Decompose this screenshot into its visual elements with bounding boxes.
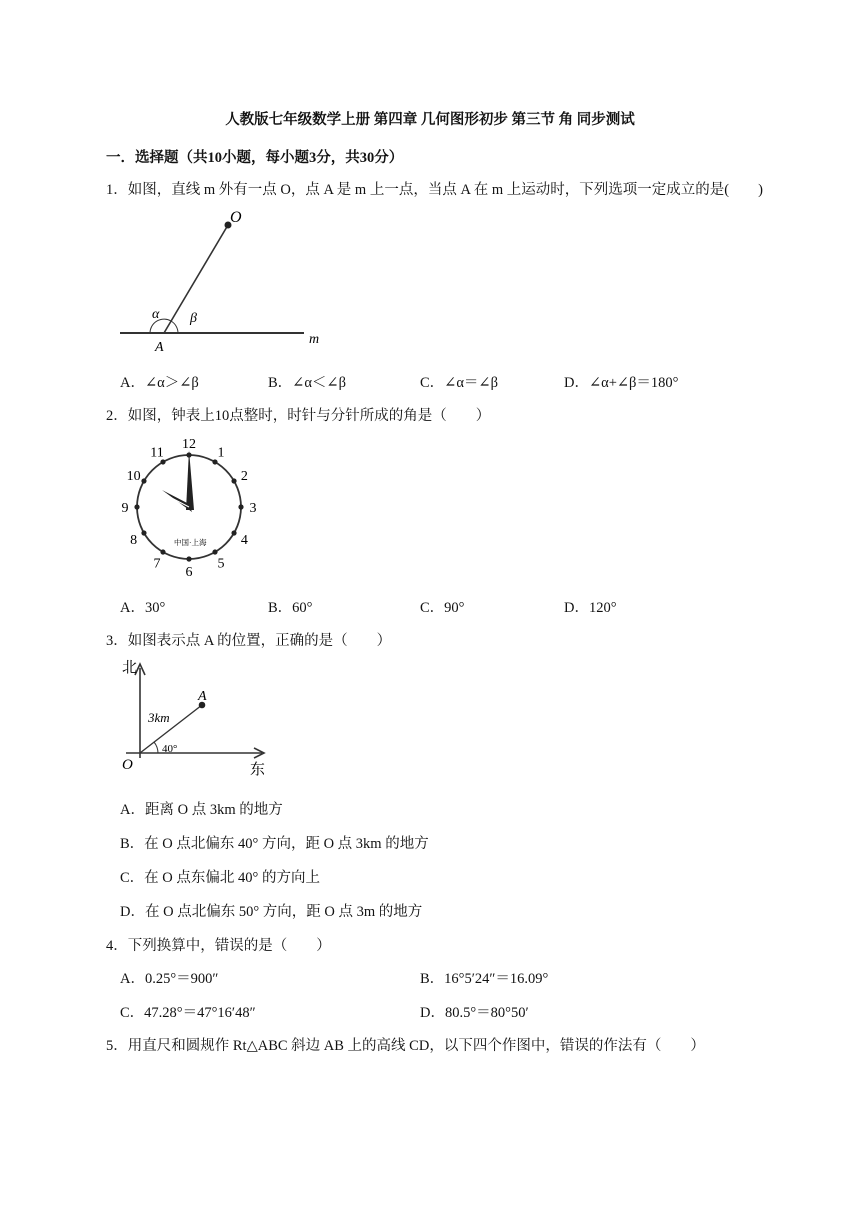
q2-option-a[interactable]: A．30° [120,600,166,616]
page-title: 人教版七年级数学上册 第四章 几何图形初步 第三节 角 同步测试 [225,112,635,128]
q2-option-b[interactable]: B．60° [268,600,313,616]
clock-numeral: 1 [217,445,225,461]
clock-numeral: 3 [249,501,257,516]
q4-option-c[interactable]: C．47.28°＝47°16′48″ [120,1005,256,1021]
q1-option-c[interactable]: C．∠α＝∠β [420,375,498,391]
question-1-figure [112,206,332,356]
q1-option-a[interactable]: A．∠α＞∠β [120,375,199,391]
label-east: 东 [250,762,266,778]
section-heading: 一．选择题（共10小题，每小题3分，共30分） [106,150,404,166]
label-point-A: A [198,689,207,704]
clock-hour-dot [231,478,236,483]
label-A: A [155,340,164,355]
clock-hour-dot [134,504,139,509]
label-m: m [309,332,320,347]
clock-numeral: 2 [240,469,248,484]
q1-option-d[interactable]: D．∠α+∠β＝180° [564,375,679,391]
label-O: O [230,209,242,226]
question-3-stem: 3．如图表示点 A 的位置，正确的是（ ） [106,633,392,649]
clock-hour-dot [141,478,146,483]
clock-numeral: 10 [126,469,141,484]
q3-option-a[interactable]: A．距离 O 点 3km 的地方 [120,802,283,818]
q3-option-c[interactable]: C．在 O 点东偏北 40° 的方向上 [120,870,320,886]
clock-hour-dot [186,556,191,561]
q4-option-d[interactable]: D．80.5°＝80°50′ [420,1005,529,1021]
clock-hour-dot [212,549,217,554]
label-distance: 3km [148,710,170,725]
question-2-stem: 2．如图，钟表上10点整时，时针与分针所成的角是（ ） [106,408,491,424]
clock-hour-dot [160,549,165,554]
question-2-clock-figure [114,432,264,582]
label-alpha: α [152,307,160,322]
q3-option-d[interactable]: D．在 O 点北偏东 50° 方向，距 O 点 3m 的地方 [120,904,423,920]
question-3-compass-figure [116,656,276,781]
q4-option-b[interactable]: B．16°5′24″＝16.09° [420,971,549,987]
clock-numeral: 9 [121,501,129,516]
clock-hour-dot [231,530,236,535]
clock-brand-text: 中国·上海 [174,538,207,547]
label-north: 北 [122,660,138,676]
label-angle: 40° [162,743,178,755]
clock-numeral: 6 [185,565,193,580]
q3-option-b[interactable]: B．在 O 点北偏东 40° 方向，距 O 点 3km 的地方 [120,836,429,852]
clock-numeral: 5 [217,556,225,572]
clock-hour-dot [238,504,243,509]
clock-numeral: 4 [240,533,248,548]
q2-option-c[interactable]: C．90° [420,600,465,616]
clock-hour-dot [141,530,146,535]
q2-option-d[interactable]: D．120° [564,600,617,616]
question-5-stem: 5．用直尺和圆规作 Rt△ABC 斜边 AB 上的高线 CD，以下四个作图中，错误的作法有（ ） [106,1038,705,1054]
question-1-stem: 1．如图，直线 m 外有一点 O，点 A 是 m 上一点，当点 A 在 m 上运动时，下列选项一定成立的是( ) [106,182,763,198]
label-origin-O: O [122,757,133,773]
clock-numeral: 7 [153,556,161,572]
question-4-stem: 4．下列换算中，错误的是（ ） [106,938,331,954]
clock-numeral: 11 [150,445,164,461]
q4-option-a[interactable]: A．0.25°＝900″ [120,971,219,987]
q1-option-b[interactable]: B．∠α＜∠β [268,375,346,391]
clock-numeral: 8 [130,533,138,548]
clock-numeral: 12 [182,437,196,452]
label-beta: β [190,311,197,326]
